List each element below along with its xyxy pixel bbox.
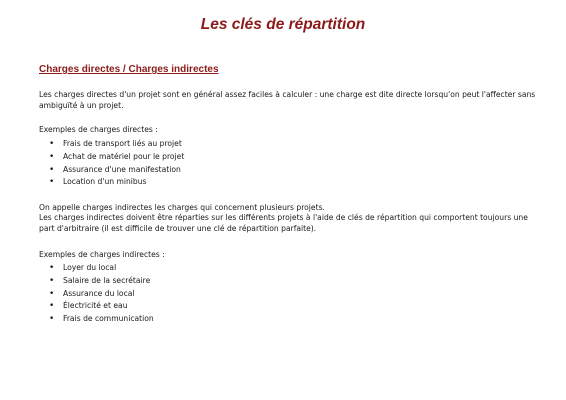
- bullet-icon: •: [49, 151, 55, 162]
- bullet-icon: •: [49, 288, 55, 299]
- bullet-icon: •: [49, 263, 55, 273]
- examples-direct-list: [49, 139, 184, 190]
- paragraph-indirect-definition: On appelle charges indirectes les charges qui concernent plusieurs projets.: [39, 203, 325, 212]
- examples-indirect-label: Exemples de charges indirectes :: [39, 250, 165, 259]
- list-item: • Assurance d'une manifestation: [49, 164, 181, 175]
- list-item: • Frais de transport liés au projet: [49, 139, 182, 149]
- examples-direct-label: Exemples de charges directes :: [39, 125, 158, 134]
- bullet-icon: •: [49, 139, 55, 149]
- list-item: • Achat de matériel pour le projet: [49, 151, 185, 162]
- paragraph-indirect-allocation: Les charges indirectes doivent être réparties sur les différents projets à l'aide de clés de répartition qui comportent toujours une part d'arbitraire (il est difficile de trouver une clé de répartition parfaite).: [39, 213, 528, 233]
- paragraph-direct-charges: Les charges directes d'un projet sont en général assez faciles à calculer : une charge est dite directe lorsqu'on peut l'affecter sans ambiguïté à un projet.: [39, 90, 536, 110]
- list-item: • Frais de communication: [49, 314, 154, 325]
- list-item: • Électricité et eau: [49, 301, 128, 312]
- bullet-icon: •: [49, 301, 55, 312]
- list-item: • Salaire de la secrétaire: [49, 275, 151, 286]
- list-item: • Location d'un minibus: [49, 177, 147, 188]
- examples-indirect-list: [49, 263, 154, 327]
- list-item: • Assurance du local: [49, 288, 135, 299]
- page-title: Les clés de répartition: [200, 16, 366, 33]
- bullet-icon: •: [49, 164, 55, 175]
- bullet-icon: •: [49, 177, 55, 188]
- list-item: • Loyer du local: [49, 263, 117, 273]
- bullet-icon: •: [49, 275, 55, 286]
- bullet-icon: •: [49, 314, 55, 325]
- section-heading: Charges directes / Charges indirectes: [39, 64, 219, 75]
